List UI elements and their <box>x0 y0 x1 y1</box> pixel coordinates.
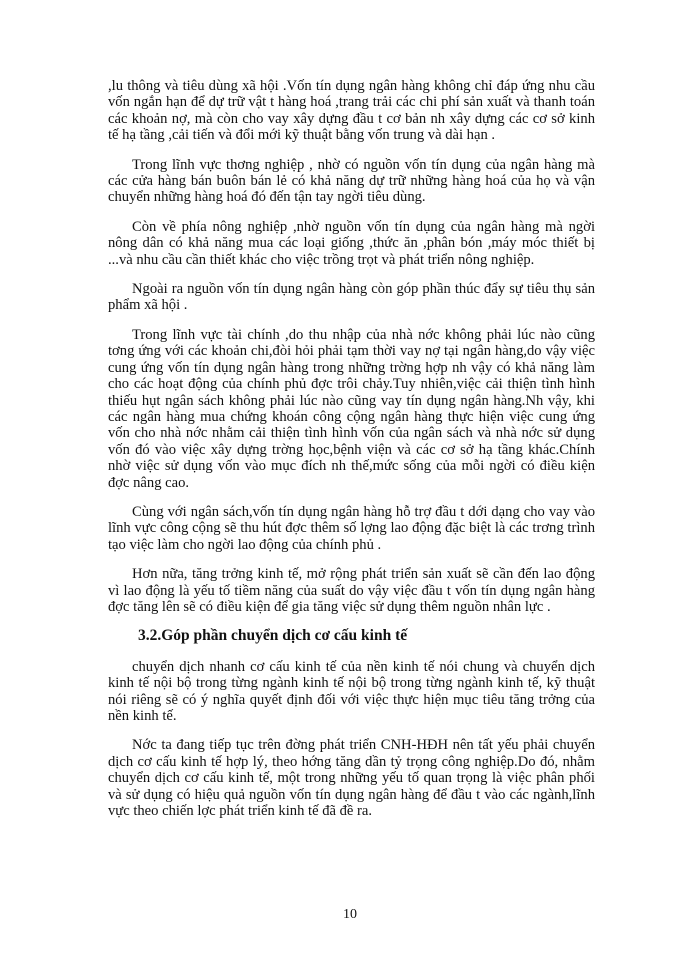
paragraph-6: Cùng với ngân sách,vốn tín dụng ngân hàng hỗ trợ đầu t dới dạng cho vay vào lĩnh vực công cộng sẽ thu hút đợc thêm số lợng lao động đặc biệt là các trơng trình tạo việc làm cho ngời lao động của chính phủ . <box>108 503 595 553</box>
paragraph-5: Trong lĩnh vực tài chính ,do thu nhập của nhà nớc không phải lúc nào cũng tơng ứng với các khoản chi,đòi hỏi phải tạm thời vay nợ tại ngân hàng,do vậy việc cung ứng vốn tín dụng ngân hàng trong những trờng hợp nh vậy có khả năng làm cho các hoạt động của chính phủ đợc trôi chảy.Tuy nhiên,việc cải thiện tình hình thiếu hụt ngân sách không phải lúc nào cũng vay tín dụng ngân hàng.Nh vậy, khi các ngân hàng mua chứng khoán công cộng ngân hàng thực hiện việc cung ứng vốn cho nhà nớc nhằm cải thiện tình hình vốn của ngân sách và nhà nớc sử dụng vốn đó vào việc xây dựng trờng học,bệnh viện và các cơ sở hạ tầng khác.Chính nhờ việc sử dụng vốn vào mục đích nh thế,mức sống của mỗi ngời có điều kiện đợc nâng cao. <box>108 326 595 491</box>
paragraph-3: Còn về phía nông nghiệp ,nhờ nguồn vốn tín dụng của ngân hàng mà ngời nông dân có khả năng mua các loại giống ,thức ăn ,phân bón ,máy móc thiết bị ...và nhu cầu cần thiết khác cho việc trồng trọt và phát triển nông nghiệp. <box>108 218 595 268</box>
paragraph-4: Ngoài ra nguồn vốn tín dụng ngân hàng còn góp phần thúc đẩy sự tiêu thụ sản phẩm xã hội . <box>108 281 595 314</box>
paragraph-8: chuyển dịch nhanh cơ cấu kinh tế của nền kinh tế nói chung và chuyển dịch kinh tế nội bộ trong từng ngành kinh tế nội bộ trong từng ngành kinh tế, kỹ thuật nói riêng sẽ có ý nghĩa quyết định đối với việc thực hiện mục tiêu tăng trởng của nền kinh tế. <box>108 658 595 724</box>
paragraph-1: ,lu thông và tiêu dùng xã hội .Vốn tín dụng ngân hàng không chỉ đáp ứng nhu cầu vốn ngắn hạn để dự trữ vật t hàng hoá ,trang trải các chi phí sản xuất và thanh toán các khoản nợ, mà còn cho vay xây dựng đầu t cơ bản nh xây dựng các cơ sở kinh tế hạ tầng ,cải tiến và đổi mới kỹ thuật bằng vốn trung và dài hạn . <box>108 78 595 144</box>
page-number: 10 <box>343 907 357 922</box>
paragraph-7: Hơn nữa, tăng trởng kinh tế, mở rộng phát triển sản xuất sẽ cần đến lao động vì lao động là yếu tố tiềm năng của suất do vậy việc đầu t vốn tín dụng ngân hàng đợc tăng lên sẽ có điều kiện để gia tăng việc sử dụng thêm nguồn nhân lực . <box>108 566 595 615</box>
section-heading: 3.2.Góp phần chuyển dịch cơ cấu kinh tế <box>138 627 408 645</box>
document-body <box>108 78 595 832</box>
paragraph-2: Trong lĩnh vực thơng nghiệp , nhờ có nguồn vốn tín dụng của ngân hàng mà các cửa hàng bán buôn bán lẻ có khả năng dự trữ những hàng hoá của họ và vận chuyển những hàng hoá đó đến tận tay ngời tiêu dùng. <box>108 156 595 206</box>
paragraph-9: Nớc ta đang tiếp tục trên đờng phát triển CNH-HĐH nên tất yếu phải chuyển dịch cơ cấu kinh tế hợp lý, theo hớng tăng dần tỷ trọng công nghiệp.Do đó, nhằm chuyển dịch cơ cấu kinh tế, một trong những yếu tố quan trọng là việc phân phối và sử dụng có hiệu quả nguồn vốn tín dụng ngân hàng để đầu t vào các ngành,lĩnh vực theo chiến lợc phát triển kinh tế đã đề ra. <box>108 737 595 820</box>
